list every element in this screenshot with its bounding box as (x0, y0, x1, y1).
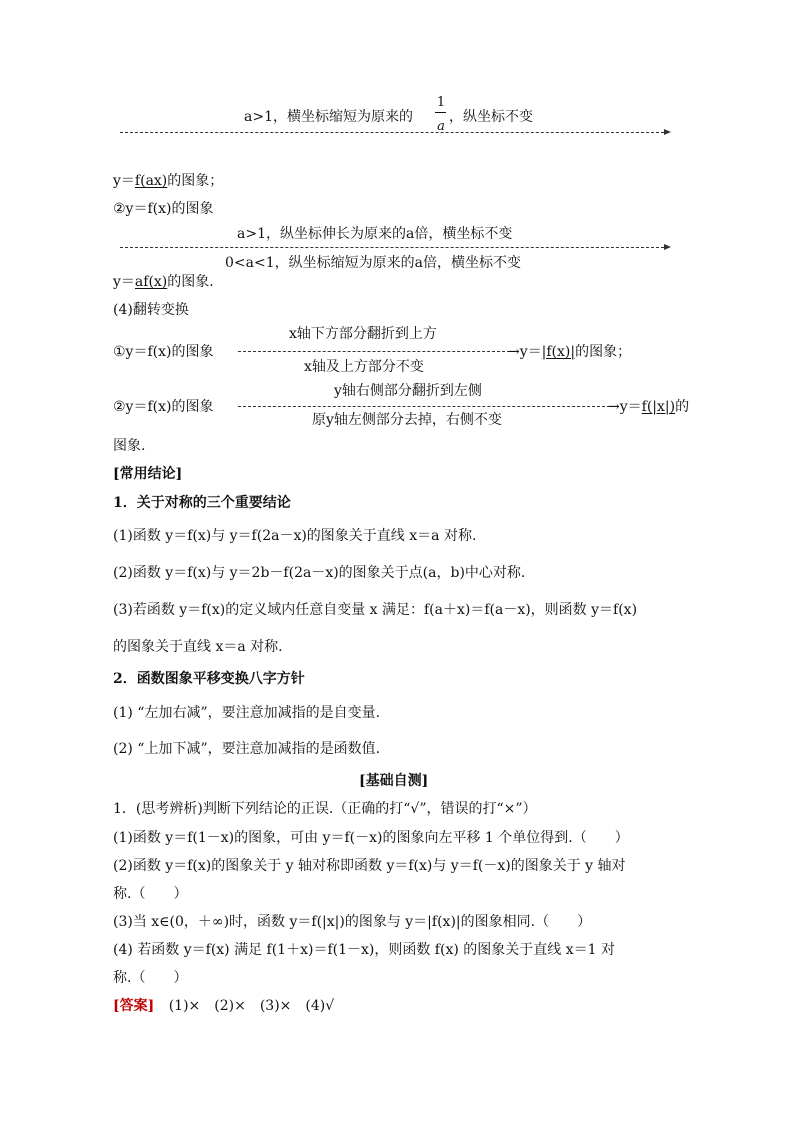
question-q4-line2: 称.（ ） (113, 970, 188, 986)
dashed-arrow-line (238, 406, 610, 407)
flip2-result (608, 398, 689, 416)
scale-x-label-suffix: ，纵坐标不变 (449, 109, 533, 125)
self-test-heading: [基础自测] (359, 773, 429, 789)
principle-p2: (2) “上加下减”，要注意加减指的是函数值. (113, 741, 381, 757)
flip1-label-above: x轴下方部分翻折到上方 (289, 326, 437, 342)
result-suffix: 的 (675, 399, 690, 415)
conclusions-heading: [常用结论] (113, 466, 183, 482)
fraction-bar (435, 112, 446, 113)
flip2-label-below: 原y轴左侧部分去掉，右侧不变 (312, 412, 502, 428)
question-q3: (3)当 x∈(0，＋∞)时，函数 y＝f(|x|)的图象与 y＝|f(x)|的图象相同.（ ） (113, 914, 592, 930)
result-prefix: y＝ (113, 173, 135, 189)
conclusions-title2: 2．函数图象平移变换八字方针 (113, 671, 305, 687)
scale-y-label-above: a>1，纵坐标伸长为原来的a倍，横坐标不变 (237, 226, 513, 242)
flip2-label-above: y轴右侧部分翻折到左侧 (334, 383, 482, 399)
dashed-arrow-line (238, 351, 510, 352)
conclusion-c3-line2: 的图象关于直线 x＝a 对称. (113, 639, 283, 655)
result-suffix: 的图象； (167, 173, 224, 189)
flip2-start: ②y＝f(x)的图象 (113, 399, 214, 415)
result-suffix: 的图象. (167, 274, 214, 290)
fraction-numerator: 1 (436, 95, 446, 110)
scale-y-label-below: 0<a<1，纵坐标缩短为原来的a倍，横坐标不变 (225, 255, 521, 271)
flip-heading: (4)翻转变换 (113, 302, 189, 318)
fraction-denominator: a (437, 119, 445, 134)
question-q2-line1: (2)函数 y＝f(x)的图象关于 y 轴对称即函数 y＝f(x)与 y＝f(－x)的图象关于 y 轴对 (113, 858, 626, 874)
arrow-head-icon (664, 244, 671, 250)
conclusions-title1: 1．关于对称的三个重要结论 (113, 495, 291, 511)
question-title: 1．(思考辨析)判断下列结论的正误.（正确的打“√”，错误的打“×”） (113, 801, 537, 817)
result-func: |f(x)| (541, 344, 576, 360)
result-suffix: 的图象； (575, 344, 632, 360)
result-prefix: →y＝ (508, 344, 542, 360)
arrow-head-icon (664, 129, 671, 135)
result-prefix: →y＝ (608, 399, 642, 415)
answer-values: (1)× (2)× (3)× (4)√ (168, 998, 335, 1014)
flip1-label-below: x轴及上方部分不变 (304, 359, 424, 375)
scale-x-label-text: a>1，横坐标缩短为原来的 (244, 109, 413, 125)
answer-row (113, 997, 334, 1015)
scale-y-result (113, 273, 214, 291)
dashed-arrow-line (120, 247, 664, 248)
result-prefix: y＝ (113, 274, 135, 290)
question-q4-line1: (4) 若函数 y＝f(x) 满足 f(1＋x)＝f(1－x)，则函数 f(x) 的图象关于直线 x＝1 对 (113, 942, 615, 958)
dashed-arrow-line (120, 132, 664, 133)
principle-p1: (1) “左加右减”，要注意加减指的是自变量. (113, 705, 381, 721)
scale-x-label (244, 108, 413, 126)
flip1-start: ①y＝f(x)的图象 (113, 344, 214, 360)
result-func: f(ax) (134, 173, 168, 189)
result-func: af(x) (134, 274, 168, 290)
question-q1: (1)函数 y＝f(1－x)的图象，可由 y＝f(－x)的图象向左平移 1 个单位得到.（ ） (113, 830, 629, 846)
conclusion-c3-line1: (3)若函数 y＝f(x)的定义域内任意自变量 x 满足：f(a＋x)＝f(a－x)，则函数 y＝f(x) (113, 602, 638, 618)
scale-y-item: ②y＝f(x)的图象 (113, 201, 214, 217)
scale-x-result (113, 172, 223, 190)
flip2-continuation: 图象. (113, 438, 146, 454)
answer-label: [答案] (113, 998, 155, 1014)
conclusion-c1: (1)函数 y＝f(x)与 y＝f(2a－x)的图象关于直线 x＝a 对称. (113, 528, 477, 544)
question-q2-line2: 称.（ ） (113, 886, 188, 902)
flip1-result (508, 343, 631, 361)
conclusion-c2: (2)函数 y＝f(x)与 y＝2b－f(2a－x)的图象关于点(a，b)中心对称. (113, 565, 526, 581)
result-func: f(|x|) (641, 399, 676, 415)
